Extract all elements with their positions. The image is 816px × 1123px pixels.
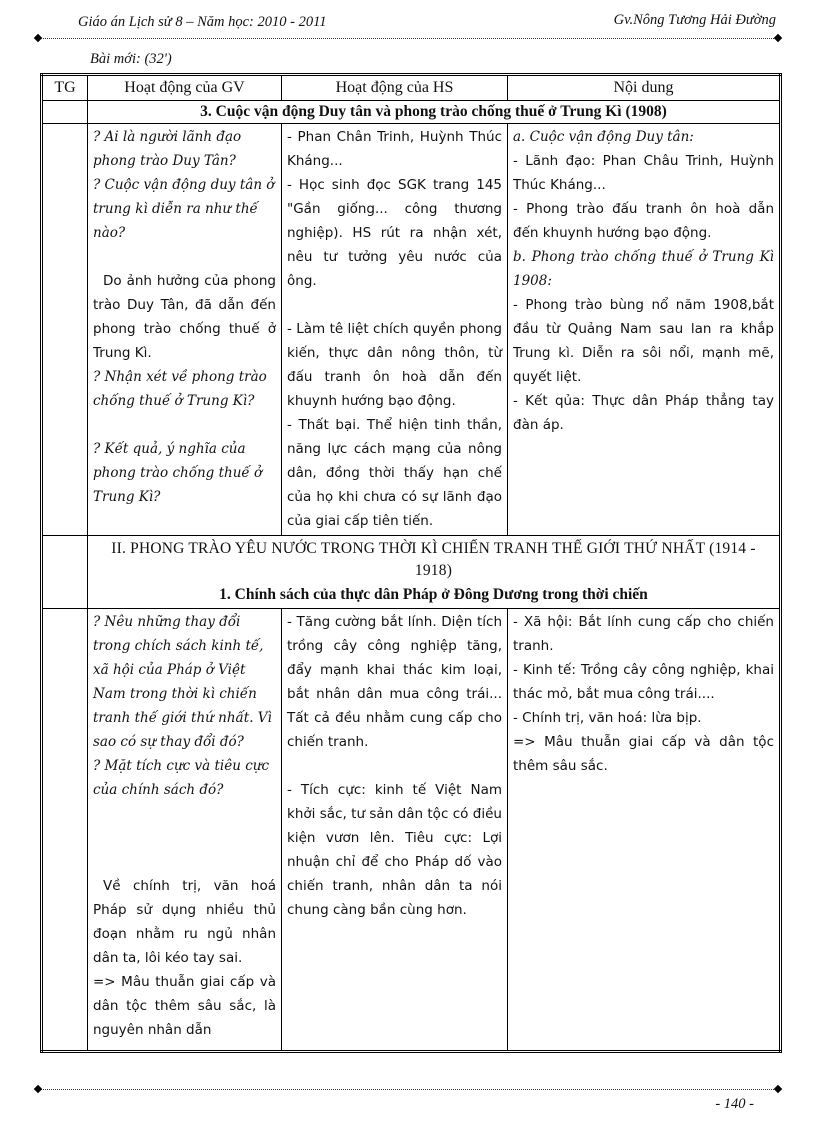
- s2-gv-note: Về chính trị, văn hoá Pháp sử dụng nhiều thủ đoạn nhằm ru ngủ nhân dân ta, lôi kéo tay sai.: [93, 878, 276, 966]
- s2-gv-q2: ? Mặt tích cực và tiêu cực của chính sách đó?: [93, 758, 270, 798]
- s1-gv-q3: ? Nhận xét về phong trào chống thuế ở Trung Kì?: [93, 369, 267, 409]
- section2-subtitle: 1. Chính sách của thực dân Pháp ở Đông Dương trong thời chiến: [219, 586, 648, 603]
- s1-hs-cell: [282, 124, 508, 536]
- s2-nd-line4: => Mâu thuẫn giai cấp và dân tộc thêm sâu sắc.: [513, 734, 774, 774]
- s1-gv-q1: ? Ai là người lãnh đạo phong trào Duy Tân?: [93, 129, 242, 169]
- section2-title: II. PHONG TRÀO YÊU NƯỚC TRONG THỜI KÌ CHIẾN TRANH THẾ GIỚI THỨ NHẤT (1914 - 1918): [111, 540, 756, 579]
- col-header-tg: TG: [42, 75, 88, 101]
- header-left: Giáo án Lịch sử 8 – Năm học: 2010 - 2011: [78, 14, 327, 30]
- s2-gv-conclusion: => Mâu thuẫn giai cấp và dân tộc thêm sâu sắc, là nguyên nhân dẫn: [93, 974, 276, 1038]
- s2-gv-q1: ? Nêu những thay đổi trong chích sách kinh tế, xã hội của Pháp ở Việt Nam trong thời kì chiến tranh thế giới thứ nhất. Vì sao có sự thay đổi đó?: [93, 614, 272, 750]
- s1-nd-line1: - Lãnh đạo: Phan Châu Trinh, Huỳnh Thúc Kháng...: [513, 153, 774, 193]
- s1-nd-line2: - Phong trào đấu tranh ôn hoà dẫn đến khuynh hướng bạo động.: [513, 201, 774, 241]
- header-rule: [38, 38, 778, 39]
- col-header-nd: Nội dung: [508, 75, 781, 101]
- section1-row: [42, 124, 781, 536]
- table-header-row: [42, 75, 781, 101]
- s1-gv-q2: ? Cuộc vận động duy tân ở trung kì diễn ra như thế nào?: [93, 177, 275, 241]
- section1-title: 3. Cuộc vận động Duy tân và phong trào chống thuế ở Trung Kì (1908): [88, 101, 781, 124]
- rule-diamond-left: [34, 34, 42, 42]
- s2-nd-line1: - Xã hội: Bắt lính cung cấp cho chiến tranh.: [513, 614, 774, 654]
- s1-gv-note: Do ảnh hưởng của phong trào Duy Tân, đã dẫn đến phong trào chống thuế ở Trung Kì.: [93, 273, 276, 361]
- col-header-gv: Hoạt động của GV: [88, 75, 282, 101]
- header-right: Gv.Nông Tương Hải Đường: [613, 12, 776, 28]
- s1-nd-cell: [508, 124, 781, 536]
- col-header-hs: Hoạt động của HS: [282, 75, 508, 101]
- s1-hs-a1: - Phan Chân Trinh, Huỳnh Thúc Kháng...: [287, 129, 502, 169]
- s2-nd-line3: - Chính trị, văn hoá: lừa bịp.: [513, 710, 702, 726]
- s1-hs-a3: - Làm tê liệt chích quyền phong kiến, thực dân nông thôn, từ đấu tranh ôn hoà dẫn đến khuynh hướng bạo động.: [287, 321, 502, 409]
- s1-nd-line4: - Kết qủa: Thực dân Pháp thẳng tay đàn áp.: [513, 393, 774, 433]
- s1-hs-a4: - Thất bại. Thể hiện tinh thần, năng lực cách mạng của nông dân, đồng thời thấy hạn chế của họ khi chưa có sự lãnh đạo của giai cấp tiên tiến.: [287, 417, 502, 529]
- s1-nd-line3: - Phong trào bùng nổ năm 1908,bắt đầu từ Quảng Nam sau lan ra khắp Trung kì. Diễn ra sôi nổi, mạnh mẽ, quyết liệt.: [513, 297, 774, 385]
- s2-hs-a2: - Tích cực: kinh tế Việt Nam khởi sắc, tư sản dân tộc có điều kiện vươn lên. Tiêu cực: Lợi nhuận chỉ để cho Pháp dố vào chiến tranh, nhân dân ta nói chung càng bần cùng hơn.: [287, 782, 502, 918]
- lesson-table: [40, 73, 782, 1053]
- rule-diamond-right: [774, 34, 782, 42]
- s1-nd-heading-b: b. Phong trào chống thuế ở Trung Kì 1908:: [513, 249, 774, 289]
- s2-hs-a1: - Tăng cường bắt lính. Diện tích trồng cây công nghiệp tăng, đẩy mạnh khai thác kim loại, bắt nhân dân mua công trái... Tất cả đều nhằm cung cấp cho chiến tranh.: [287, 614, 502, 750]
- footer-diamond-right: [774, 1085, 782, 1093]
- s1-hs-a2: - Học sinh đọc SGK trang 145 "Gần giống... công thương nghiệp). HS rút ra nhận xét, nêu tư tưởng yêu nước của ông.: [287, 177, 502, 289]
- footer-rule: [38, 1089, 778, 1090]
- s2-nd-line2: - Kinh tế: Trồng cây công nghiệp, khai thác mỏ, bắt mua công trái....: [513, 662, 774, 702]
- footer-diamond-left: [34, 1085, 42, 1093]
- s1-gv-cell: [88, 124, 282, 536]
- s2-gv-cell: [88, 609, 282, 1052]
- s1-nd-heading-a: a. Cuộc vận động Duy tân:: [513, 129, 694, 145]
- new-lesson-label: Bài mới: (32'): [90, 51, 172, 67]
- section2-row: [42, 609, 781, 1052]
- s2-nd-cell: [508, 609, 781, 1052]
- s2-hs-cell: [282, 609, 508, 1052]
- page-number: - 140 -: [715, 1096, 754, 1112]
- s1-gv-q4: ? Kết quả, ý nghĩa của phong trào chống thuế ở Trung Kì?: [93, 441, 263, 505]
